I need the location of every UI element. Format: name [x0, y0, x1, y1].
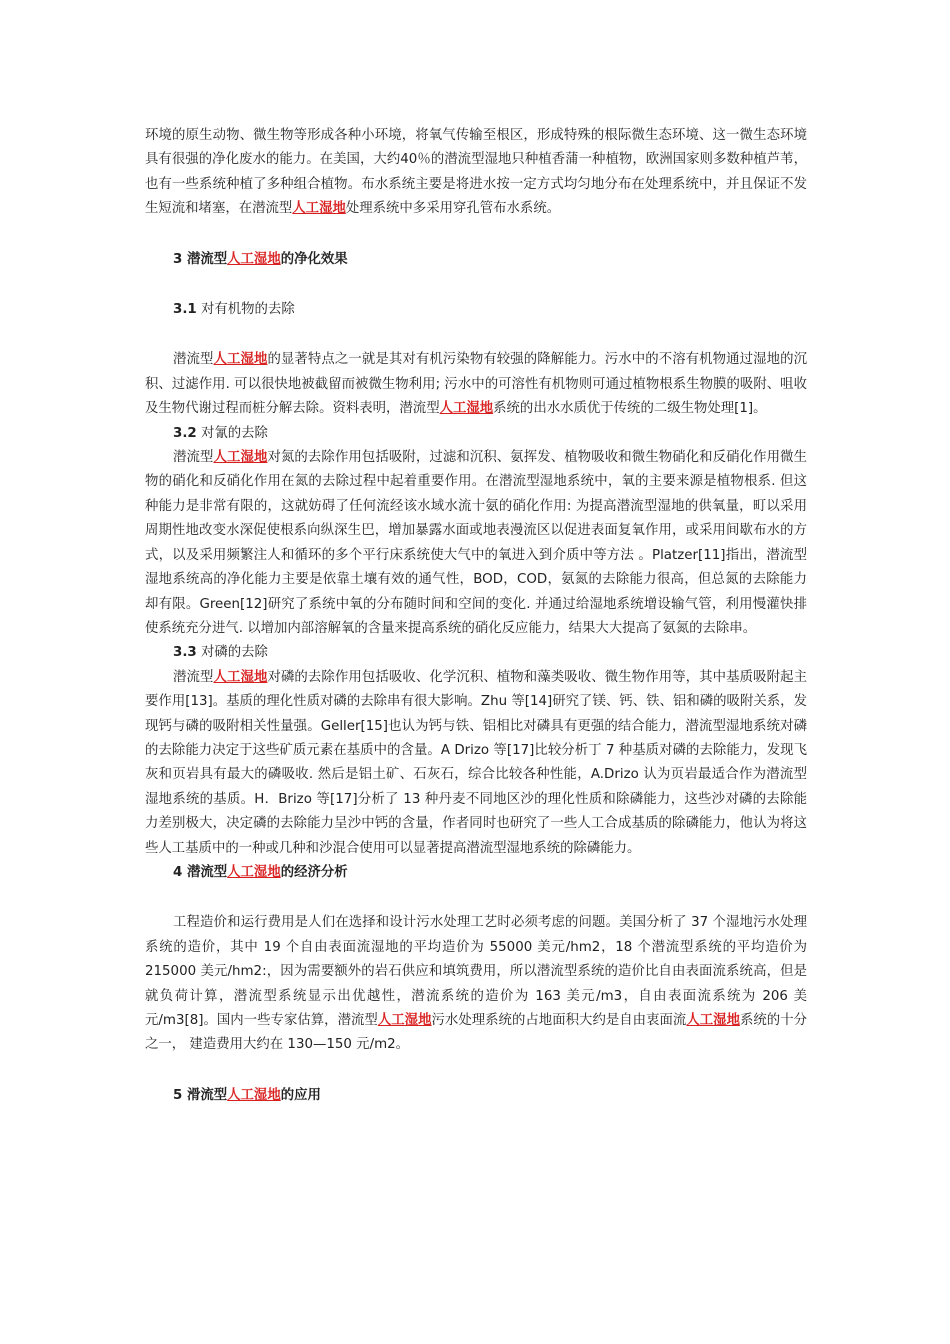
heading-number: 3.2 [173, 425, 197, 441]
text-run: 工程造价和运行费用是人们在选择和设计污水处理工艺时必须考虑的问题。美国分析了 37 个湿地污水处理系统的造价，其中 19 个自由表面流湿地的平均造价为 55000 美元/hm2，18 个潜流型系统的平均造价为 215000 美元/hm2:，因为需要额外的岩石供应和填筑费用，所以潜流型系统的造价比自由表面流系统高，但是就负荷计算，潜流型系统显示出优越性，潜流系统的造价为 163 美元/m3，自由表面流系统为 206 美元/m3[8]。国内一些专家估算，潜流型 [145, 915, 807, 1028]
heading-number: 3.3 [173, 645, 197, 661]
keyword-link[interactable]: 人工湿地 [227, 864, 281, 880]
heading-number: 3.1 [173, 302, 197, 318]
paragraph-3-1 [145, 348, 807, 421]
section-heading-4 [145, 861, 807, 885]
heading-text: 4 潜流型 [173, 864, 228, 880]
keyword-link[interactable]: 人工湿地 [213, 669, 268, 685]
section-heading-3 [145, 248, 807, 272]
text-run: 潜流型 [173, 669, 214, 685]
heading-text: 的应用 [280, 1087, 321, 1103]
text-run: 污水处理系统的占地面积大约是自由衷面流 [431, 1013, 687, 1028]
heading-text: 5 滑流型 [173, 1087, 228, 1103]
paragraph-4 [145, 911, 807, 1057]
section-heading-5 [145, 1084, 807, 1108]
subsection-heading-3-1 [145, 298, 807, 322]
text-run: 系统的出水水质优于传统的二级生物处理[1]。 [493, 401, 767, 417]
heading-text: 对有机物的去除 [196, 302, 295, 318]
text-run: 环境的原生动物、微生物等形成各种小环境，将氧气传输至根区，形成特殊的根际微生态环境、这一微生态环境具有很强的净化废水的能力。在美国，大约40％的潜流型湿地只种植香蒲一种植物，欧洲国家则多数种植芦苇，也有一些系统种植了多种组合植物。布水系统主要是将进水按一定方式均匀地分布在处理系统中，并且保证不发生短流和堵塞，在潜流型 [145, 128, 807, 217]
text-run: 潜流型 [173, 352, 214, 368]
keyword-link[interactable]: 人工湿地 [292, 201, 346, 217]
paragraph-3-2 [145, 446, 807, 641]
text-run: 对氮的去除作用包括吸附，过滤和沉积、氨挥发、植物吸收和微生物硝化和反硝化作用微生物的硝化和反硝化作用在氮的去除过程中起着重要作用。在潜流型湿地系统中，氧的主要来源是植物根系. 但这种能力是非常有限的，这就妨碍了任何流经该水域水流十氨的硝化作用: 为提高潜流型湿地的供氧量，町以采用周期性地改变水深促使根系向纵深生巴，增加暴露水面或地表漫流区以促进表面复氧作用，或采用间歇布水的方式，以及采用频繁注人和循环的多个平行床系统使大气中的氧进入到介质中等方法 。Platzer[11]指出，潜流型湿地系统高的净化能力主要是依靠土壤有效的通气性，BOD，COD，氨氮的去除能力很高，但总氮的去除能力却有限。Green[12]研究了系统中氧的分布随时间和空间的变化. 并通过给湿地系统增设输气管，利用慢灌快排使系统充分进气. 以增加内部溶解氧的含量来提高系统的硝化反应能力，结果大大提高了氨氮的去除串。 [145, 450, 808, 636]
heading-text: 对氰的去除 [196, 425, 268, 441]
paragraph-3-3 [145, 666, 807, 861]
paragraph-intro [145, 124, 807, 222]
heading-text: 的经济分析 [280, 864, 348, 880]
text-run: 系统的十分之一， 建造费用大约在 130—150 元/m2。 [145, 1013, 808, 1053]
keyword-link[interactable]: 人工湿地 [213, 352, 268, 368]
subsection-heading-3-3 [145, 641, 807, 665]
heading-text: 3 潜流型 [173, 251, 228, 267]
keyword-link[interactable]: 人工湿地 [686, 1013, 740, 1028]
text-run: 处理系统中多采用穿孔管布水系统。 [345, 201, 561, 217]
keyword-link[interactable]: 人工湿地 [227, 251, 281, 267]
keyword-link[interactable]: 人工湿地 [377, 1013, 432, 1028]
text-run: 对磷的去除作用包括吸收、化学沉积、植物和藻类吸收、微生物作用等，其中基质吸附起主要作用[13]。基质的理化性质对磷的去除串有很大影响。Zhu 等[14]研究了镁、钙、铁、铝和磷的吸附关系，发现钙与磷的吸附相关性量强。Geller[15]也认为钙与铁、铝相比对磷具有更强的结合能力，潜流型湿地系统对磷的去除能力决定于这些矿质元素在基质中的含量。A Drizo 等[17]比较分析丁 7 种基质对磷的去除能力，发现飞灰和页岩具有最大的磷吸收. 然后是铝土矿、石灰石，综合比较各种性能，A.Drizo 认为页岩最适合作为潜流型湿地系统的基质。H．Brizo 等[17]分析了 13 种丹麦不同地区沙的理化性质和除磷能力，这些沙对磷的去除能力差别极大，决定磷的去除能力呈沙中钙的含量，作者同时也研究了一些人工合成基质的除磷能力，他认为将这些人工基质中的一种或几种和沙混合使用可以显著提高潜流型湿地系统的除磷能力。 [145, 669, 808, 856]
heading-text: 的净化效果 [280, 251, 348, 267]
text-run: 潜流型 [173, 450, 214, 466]
document-page [145, 124, 807, 1108]
keyword-link[interactable]: 人工湿地 [439, 401, 494, 417]
subsection-heading-3-2 [145, 422, 807, 446]
text-run: 的显著特点之一就是其对有机污染物有较强的降解能力。污水中的不溶有机物通过湿地的沉积、过滤作用. 可以很快地被截留而被微生物利用; 污水中的可溶性有机物则可通过植物根系生物膜的吸附、咀收及生物代谢过程而桩分解去除。资料表明，潜流型 [145, 352, 808, 417]
keyword-link[interactable]: 人工湿地 [213, 450, 268, 466]
keyword-link[interactable]: 人工湿地 [227, 1087, 281, 1103]
heading-text: 对磷的去除 [196, 645, 268, 661]
